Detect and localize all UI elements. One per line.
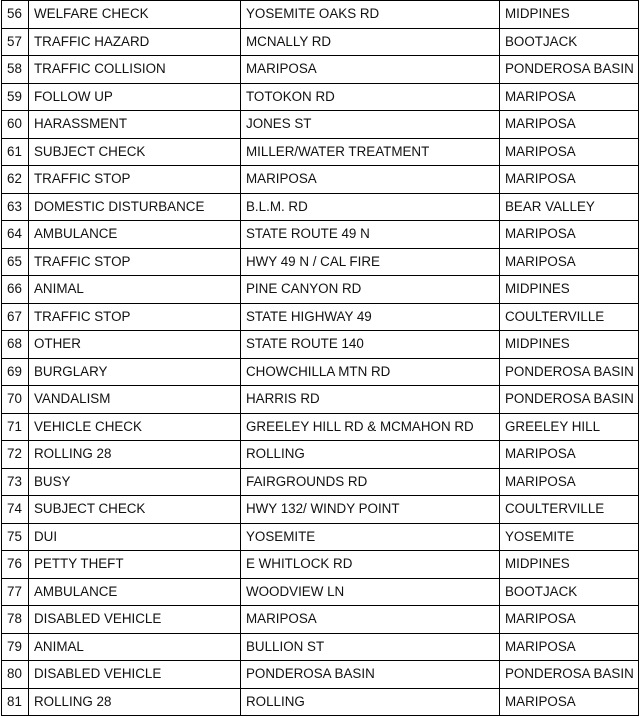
location-cell: PINE CANYON RD (241, 276, 500, 304)
table-row (2, 111, 639, 139)
row-number-cell: 73 (2, 468, 29, 496)
row-number-cell: 78 (2, 606, 29, 634)
incident-type-cell: AMBULANCE (29, 221, 241, 249)
area-cell: MIDPINES (500, 1, 639, 29)
incident-type-cell: BUSY (29, 468, 241, 496)
row-number-cell: 75 (2, 523, 29, 551)
incident-type-cell: TRAFFIC HAZARD (29, 28, 241, 56)
row-number-cell: 60 (2, 111, 29, 139)
table-row (2, 331, 639, 359)
area-cell: MARIPOSA (500, 138, 639, 166)
area-cell: MARIPOSA (500, 468, 639, 496)
incident-type-cell: ROLLING 28 (29, 441, 241, 469)
incident-type-cell: DUI (29, 523, 241, 551)
table-row (2, 606, 639, 634)
area-cell: MARIPOSA (500, 111, 639, 139)
incident-type-cell: DISABLED VEHICLE (29, 606, 241, 634)
incident-log-table (1, 0, 639, 716)
incident-type-cell: ANIMAL (29, 633, 241, 661)
row-number-cell: 80 (2, 661, 29, 689)
location-cell: MARIPOSA (241, 606, 500, 634)
incident-type-cell: TRAFFIC STOP (29, 248, 241, 276)
area-cell: MARIPOSA (500, 83, 639, 111)
table-row (2, 633, 639, 661)
location-cell: YOSEMITE OAKS RD (241, 1, 500, 29)
area-cell: PONDEROSA BASIN (500, 661, 639, 689)
area-cell: BEAR VALLEY (500, 193, 639, 221)
area-cell: PONDEROSA BASIN (500, 56, 639, 84)
table-row (2, 138, 639, 166)
location-cell: CHOWCHILLA MTN RD (241, 358, 500, 386)
row-number-cell: 59 (2, 83, 29, 111)
area-cell: YOSEMITE (500, 523, 639, 551)
row-number-cell: 81 (2, 688, 29, 716)
location-cell: MARIPOSA (241, 166, 500, 194)
incident-type-cell: ROLLING 28 (29, 688, 241, 716)
incident-type-cell: TRAFFIC STOP (29, 166, 241, 194)
incident-type-cell: TRAFFIC STOP (29, 303, 241, 331)
location-cell: MCNALLY RD (241, 28, 500, 56)
area-cell: MARIPOSA (500, 221, 639, 249)
table-row (2, 276, 639, 304)
incident-type-cell: SUBJECT CHECK (29, 138, 241, 166)
row-number-cell: 68 (2, 331, 29, 359)
row-number-cell: 70 (2, 386, 29, 414)
table-row (2, 248, 639, 276)
table-row (2, 551, 639, 579)
location-cell: ROLLING (241, 688, 500, 716)
area-cell: PONDEROSA BASIN (500, 386, 639, 414)
area-cell: MARIPOSA (500, 688, 639, 716)
area-cell: MARIPOSA (500, 166, 639, 194)
location-cell: ROLLING (241, 441, 500, 469)
area-cell: MIDPINES (500, 331, 639, 359)
row-number-cell: 64 (2, 221, 29, 249)
incident-type-cell: ANIMAL (29, 276, 241, 304)
row-number-cell: 57 (2, 28, 29, 56)
row-number-cell: 69 (2, 358, 29, 386)
area-cell: COULTERVILLE (500, 496, 639, 524)
incident-type-cell: WELFARE CHECK (29, 1, 241, 29)
table-row (2, 56, 639, 84)
incident-type-cell: DOMESTIC DISTURBANCE (29, 193, 241, 221)
location-cell: STATE ROUTE 49 N (241, 221, 500, 249)
incident-log-body (2, 1, 639, 716)
row-number-cell: 76 (2, 551, 29, 579)
location-cell: STATE ROUTE 140 (241, 331, 500, 359)
row-number-cell: 77 (2, 578, 29, 606)
location-cell: HWY 49 N / CAL FIRE (241, 248, 500, 276)
incident-type-cell: AMBULANCE (29, 578, 241, 606)
incident-type-cell: OTHER (29, 331, 241, 359)
table-row (2, 523, 639, 551)
incident-type-cell: VEHICLE CHECK (29, 413, 241, 441)
area-cell: BOOTJACK (500, 578, 639, 606)
incident-type-cell: BURGLARY (29, 358, 241, 386)
row-number-cell: 79 (2, 633, 29, 661)
location-cell: MILLER/WATER TREATMENT (241, 138, 500, 166)
table-row (2, 441, 639, 469)
row-number-cell: 56 (2, 1, 29, 29)
area-cell: COULTERVILLE (500, 303, 639, 331)
row-number-cell: 66 (2, 276, 29, 304)
row-number-cell: 58 (2, 56, 29, 84)
table-row (2, 578, 639, 606)
area-cell: MARIPOSA (500, 248, 639, 276)
table-row (2, 303, 639, 331)
area-cell: BOOTJACK (500, 28, 639, 56)
location-cell: BULLION ST (241, 633, 500, 661)
location-cell: JONES ST (241, 111, 500, 139)
location-cell: GREELEY HILL RD & MCMAHON RD (241, 413, 500, 441)
location-cell: STATE HIGHWAY 49 (241, 303, 500, 331)
row-number-cell: 67 (2, 303, 29, 331)
location-cell: HWY 132/ WINDY POINT (241, 496, 500, 524)
table-row (2, 1, 639, 29)
row-number-cell: 65 (2, 248, 29, 276)
area-cell: MIDPINES (500, 276, 639, 304)
area-cell: GREELEY HILL (500, 413, 639, 441)
row-number-cell: 71 (2, 413, 29, 441)
table-row (2, 28, 639, 56)
row-number-cell: 63 (2, 193, 29, 221)
row-number-cell: 61 (2, 138, 29, 166)
table-row (2, 166, 639, 194)
table-row (2, 468, 639, 496)
location-cell: PONDEROSA BASIN (241, 661, 500, 689)
area-cell: MARIPOSA (500, 441, 639, 469)
table-row (2, 413, 639, 441)
table-row (2, 496, 639, 524)
table-row (2, 221, 639, 249)
location-cell: HARRIS RD (241, 386, 500, 414)
area-cell: PONDEROSA BASIN (500, 358, 639, 386)
area-cell: MIDPINES (500, 551, 639, 579)
row-number-cell: 74 (2, 496, 29, 524)
location-cell: WOODVIEW LN (241, 578, 500, 606)
location-cell: FAIRGROUNDS RD (241, 468, 500, 496)
incident-type-cell: TRAFFIC COLLISION (29, 56, 241, 84)
incident-type-cell: DISABLED VEHICLE (29, 661, 241, 689)
area-cell: MARIPOSA (500, 633, 639, 661)
incident-type-cell: VANDALISM (29, 386, 241, 414)
table-row (2, 358, 639, 386)
location-cell: B.L.M. RD (241, 193, 500, 221)
incident-type-cell: HARASSMENT (29, 111, 241, 139)
area-cell: MARIPOSA (500, 606, 639, 634)
location-cell: YOSEMITE (241, 523, 500, 551)
table-row (2, 193, 639, 221)
location-cell: E WHITLOCK RD (241, 551, 500, 579)
table-row (2, 688, 639, 716)
table-row (2, 661, 639, 689)
row-number-cell: 62 (2, 166, 29, 194)
location-cell: TOTOKON RD (241, 83, 500, 111)
location-cell: MARIPOSA (241, 56, 500, 84)
incident-type-cell: FOLLOW UP (29, 83, 241, 111)
incident-type-cell: SUBJECT CHECK (29, 496, 241, 524)
row-number-cell: 72 (2, 441, 29, 469)
table-row (2, 386, 639, 414)
table-row (2, 83, 639, 111)
incident-type-cell: PETTY THEFT (29, 551, 241, 579)
